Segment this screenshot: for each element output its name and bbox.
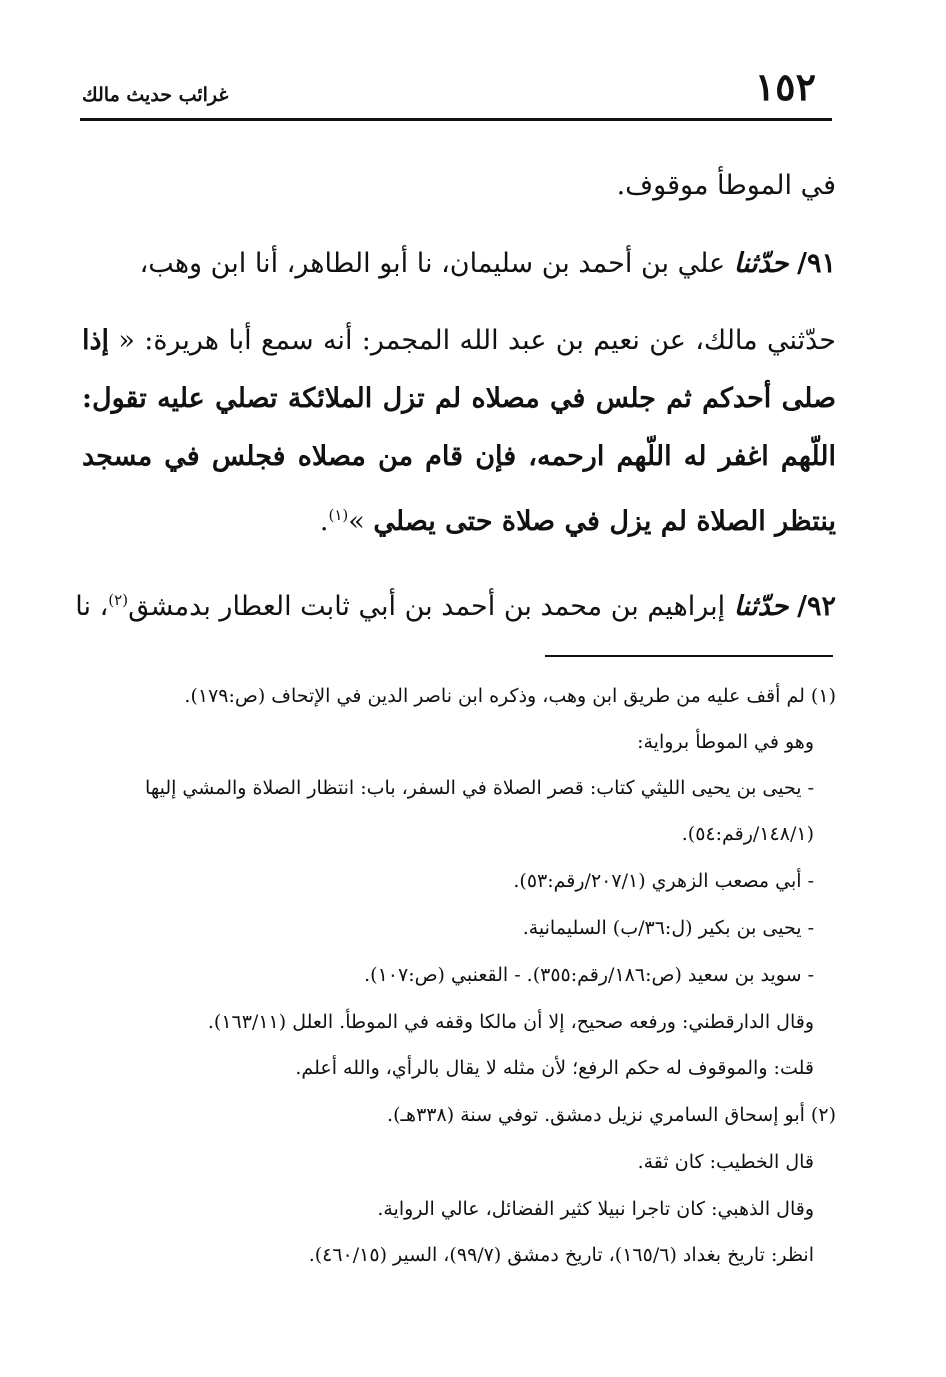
hadith-91-close-quote: » (348, 506, 365, 537)
footnote-2-line-1: (٢) أبو إسحاق السامري نزيل دمشق. توفي سنة (٣٣٨هـ). (387, 1104, 836, 1126)
hadith-91-number: ٩١/ (797, 248, 836, 279)
header-rule (80, 118, 832, 121)
footnote-1-line-5: - أبي مصعب الزهري (٢٠٧/١/رقم:٥٣). (513, 870, 814, 892)
hadith-92-opening (75, 580, 836, 627)
hadith-92-chain: إبراهيم بن محمد بن أحمد بن أبي ثابت العطار بدمشق (128, 591, 726, 622)
hadith-91-isnad: حدّثني مالك، عن نعيم بن عبد الله المجمر: أنه سمع أبا هريرة: « (118, 325, 836, 356)
hadith-91-chain: علي بن أحمد بن سليمان، نا أبو الطاهر، أنا ابن وهب، (139, 248, 726, 279)
footnote-mark-1: (١) (328, 506, 349, 524)
hadith-92-tail: ، نا (75, 591, 109, 622)
footnote-2-line-4: انظر: تاريخ بغداد (١٦٥/٦)، تاريخ دمشق (٩٩/٧)، السير (٤٦٠/١٥). (308, 1244, 814, 1266)
footnote-1-line-9: قلت: والموقوف له حكم الرفع؛ لأن مثله لا يقال بالرأي، والله أعلم. (295, 1057, 814, 1079)
hadith-91-haddathana: حدّثنا (733, 248, 789, 279)
footnote-2-line-2: قال الخطيب: كان ثقة. (637, 1151, 814, 1173)
footnote-separator (545, 655, 833, 657)
hadith-91-text (82, 312, 836, 551)
page-number: ١٥٢ (754, 64, 816, 109)
continuation-line: في الموطأ موقوف. (616, 170, 836, 201)
footnote-1-line-6: - يحيى بن بكير (ل:٣٦/ب) السليمانية. (522, 917, 814, 939)
hadith-92-number: ٩٢/ (797, 591, 836, 622)
footnote-1-line-1: (١) لم أقف عليه من طريق ابن وهب، وذكره ابن ناصر الدين في الإتحاف (ص:١٧٩). (184, 685, 836, 707)
hadith-91-opening (82, 244, 836, 284)
footnote-1-line-3: - يحيى بن يحيى الليثي كتاب: قصر الصلاة في السفر، باب: انتظار الصلاة والمشي إليها (145, 777, 814, 799)
hadith-91-matn: إذا صلى أحدكم ثم جلس في مصلاه لم تزل الملائكة تصلي عليه تقول: اللّهم اغفر له اللّهم ارحمه، فإن قام من مصلاه فجلس في مسجد ينتظر الصلاة لم يزل في صلاة حتى يصلي (82, 325, 836, 537)
hadith-91-period: . (319, 506, 329, 537)
footnote-mark-2: (٢) (108, 591, 129, 609)
hadith-92-haddathana: حدّثنا (733, 591, 789, 622)
running-title: غرائب حديث مالك (82, 84, 229, 106)
footnote-1-line-7: - سويد بن سعيد (ص:١٨٦/رقم:٣٥٥). - القعنبي (ص:١٠٧). (364, 964, 814, 986)
footnote-2-line-3: وقال الذهبي: كان تاجرا نبيلا كثير الفضائل، عالي الرواية. (377, 1198, 814, 1220)
footnote-1-line-2: وهو في الموطأ برواية: (637, 731, 814, 753)
footnote-1-line-8: وقال الدارقطني: ورفعه صحيح، إلا أن مالكا وقفه في الموطأ. العلل (١٦٣/١١). (207, 1011, 814, 1033)
footnote-1-line-4: (١٤٨/١/رقم:٥٤). (681, 823, 814, 845)
